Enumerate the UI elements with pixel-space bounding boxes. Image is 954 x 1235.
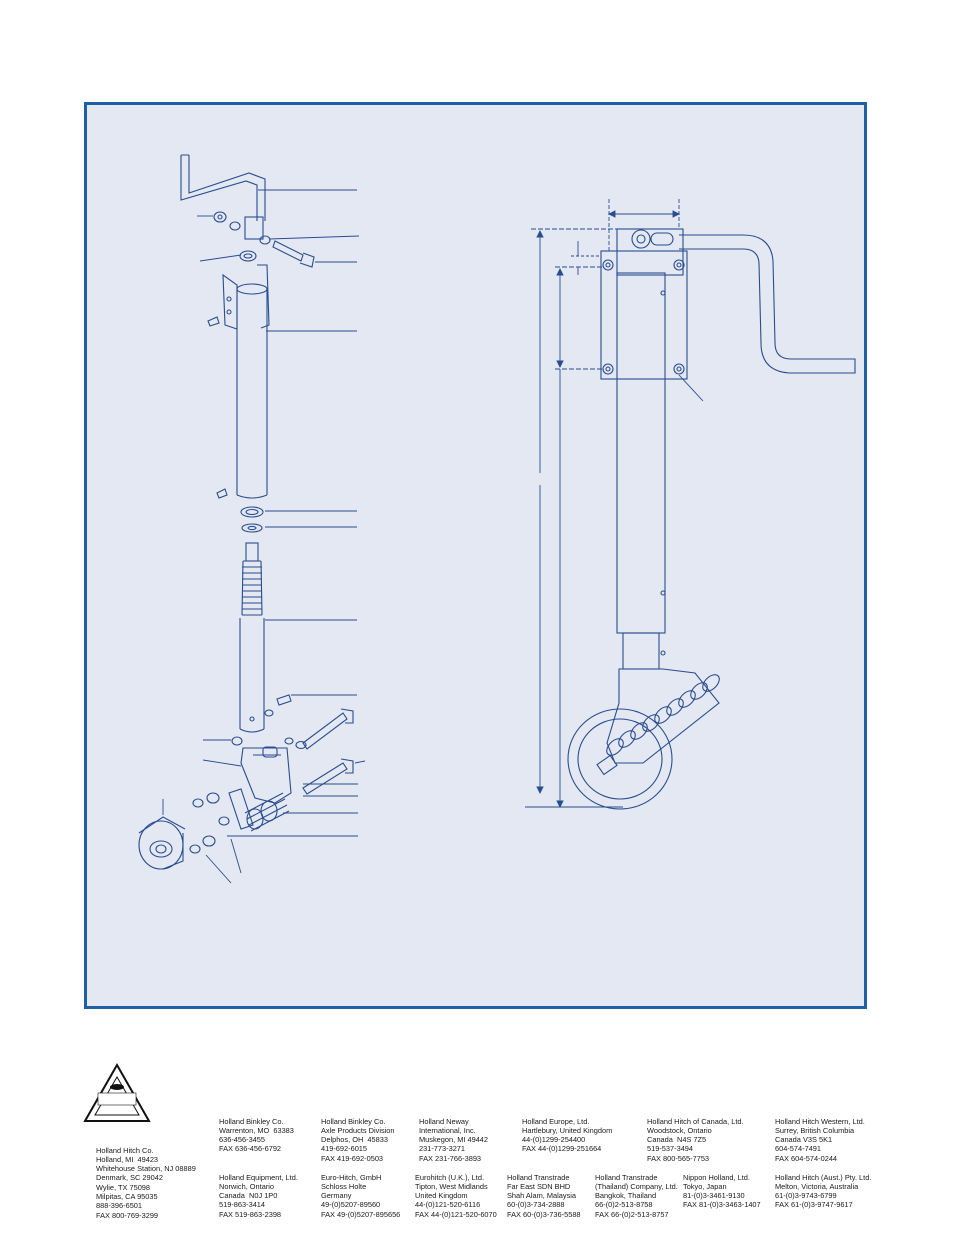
address-nippon-holland: Nippon Holland, Ltd. Tokyo, Japan 81-(0)3-3461-9130 FAX 81-(0)3-3463-1407: [683, 1172, 761, 1210]
address-holland-transtrade-fe: Holland Transtrade Far East SDN BHD Shah Alam, Malaysia 60-(0)3-734-2888 FAX 60-(0)3-736-5588: [507, 1172, 581, 1219]
wheel-outer: [568, 709, 672, 809]
assembled-view: [525, 199, 855, 809]
outer-tube: [617, 273, 665, 633]
crank-hub: [245, 217, 263, 239]
address-holland-hitch-canada: Holland Hitch of Canada, Ltd. Woodstock, Ontario Canada N4S 7Z5 519-537-3494 FAX 800-565-7753: [647, 1116, 744, 1163]
bearing: [241, 507, 263, 517]
screw-shaft: [246, 543, 258, 561]
top-bolt: [273, 241, 314, 267]
address-holland-transtrade-th: Holland Transtrade (Thailand) Company, Ltd. Bangkok, Thailand 66-(0)2-513-8758 FAX 66-(0)2-513-8757: [595, 1172, 678, 1219]
certification-seal: [83, 1063, 151, 1125]
diagram-panel: [84, 102, 867, 1009]
address-holland-equipment: Holland Equipment, Ltd. Norwich, Ontario Canada N0J 1P0 519-863-3414 FAX 519-863-2398: [219, 1172, 298, 1219]
address-holland-binkley-axle: Holland Binkley Co. Axle Products Division Delphos, OH 45833 419-692-6015 FAX 419-692-0503: [321, 1116, 395, 1163]
address-holland-binkley-warrenton: Holland Binkley Co. Warrenton, MO 63383 636-456-3455 FAX 636-456-6792: [219, 1116, 294, 1154]
address-holland-europe: Holland Europe, Ltd. Hartlebury, United Kingdom 44-(0)1299-254400 FAX 44-(0)1299-251664: [522, 1116, 613, 1154]
address-holland-hitch-co: Holland Hitch Co. Holland, MI 49423 Whitehouse Station, NJ 08889 Denmark, SC 29042 Wylie, TX 75098 Milpitas, CA 95035 888-396-6501 FAX 800-769-3299: [96, 1145, 196, 1220]
assembled-crank: [679, 235, 855, 373]
dimension-lines: [525, 199, 703, 807]
screw-thread: [242, 561, 262, 615]
exploded-view: [139, 155, 365, 883]
long-bolt-1: [303, 709, 353, 749]
caster-fork: [241, 748, 291, 803]
head-pivot: [632, 230, 650, 248]
address-holland-hitch-western: Holland Hitch Western, Ltd. Surrey, British Columbia Canada V3S 5K1 604-574-7491 FAX 604-574-0244: [775, 1116, 865, 1163]
quality-seal-icon: [83, 1063, 151, 1125]
caster-wheel: [139, 817, 185, 869]
jack-drawings: [87, 105, 870, 1012]
address-holland-hitch-aust: Holland Hitch (Aust.) Pty. Ltd. Melton, Victoria, Australia 61-(0)3-9743-6799 FAX 61-(0)3-9747-9617: [775, 1172, 872, 1210]
bracket-plate: [601, 251, 687, 379]
address-holland-neway: Holland Neway International, Inc. Muskegon, MI 49442 231-773-3271 FAX 231-766-3893: [419, 1116, 489, 1163]
address-euro-hitch: Euro-Hitch, GmbH Schloss Holte Germany 49-(0)5207-89560 FAX 49-(0)5207-895656: [321, 1172, 401, 1219]
thrust-washer: [242, 524, 262, 532]
crank-handle: [181, 155, 265, 221]
inner-tube: [623, 633, 659, 669]
long-bolt-2: [303, 759, 353, 794]
leader-lines: [163, 190, 365, 883]
outer-tube-top: [237, 284, 267, 294]
address-eurohitch-uk: Eurohitch (U.K.), Ltd. Tipton, West Midlands United Kingdom 44-(0)121-520-6116 FAX 44-(0)121-520-6070: [415, 1172, 497, 1219]
